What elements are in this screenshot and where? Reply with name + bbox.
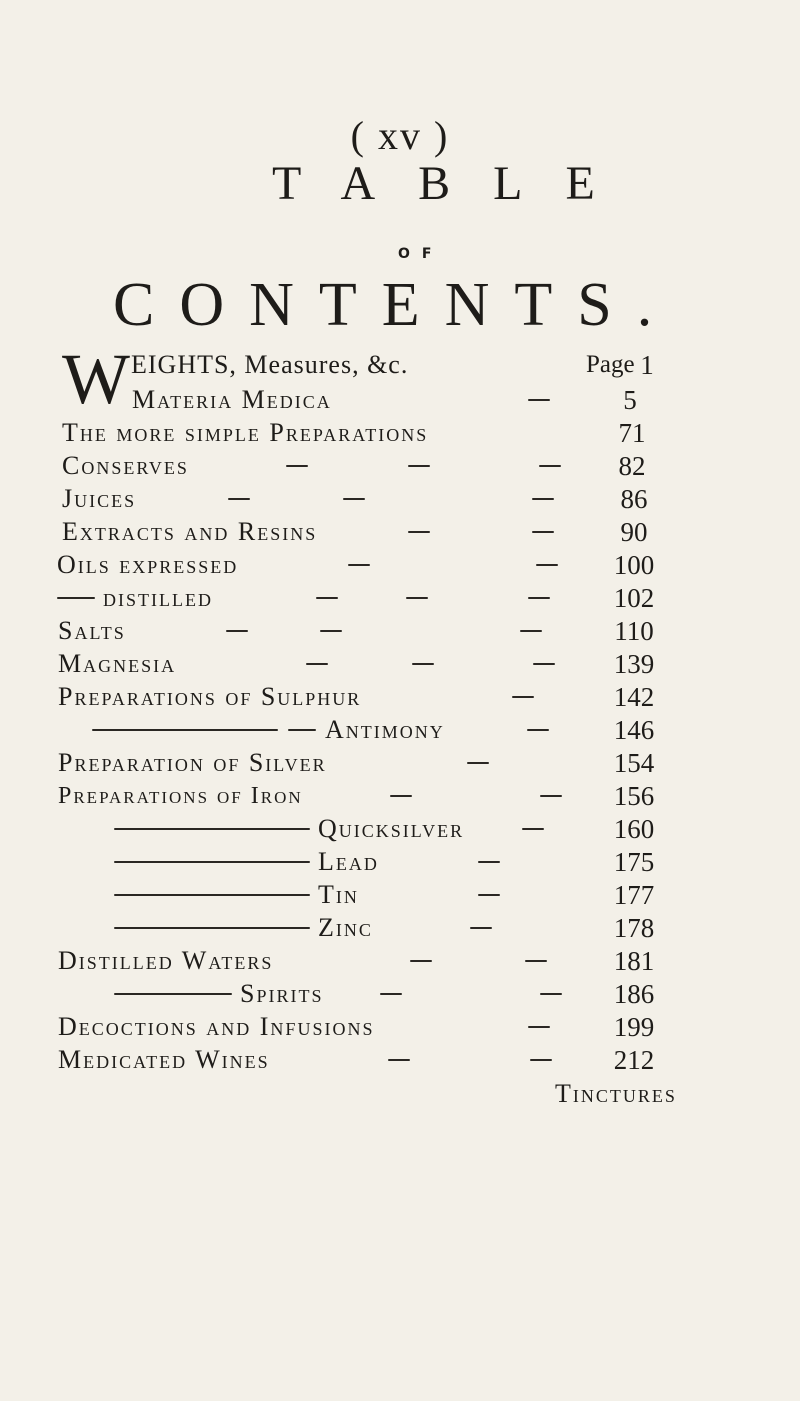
toc-entry (0, 845, 800, 879)
entry-label: Magnesia (58, 649, 177, 678)
toc-entry (0, 1010, 800, 1044)
entry-page: 178 (613, 913, 655, 943)
leader-dash (532, 498, 554, 500)
toc-entry (0, 614, 800, 648)
leader-dash (408, 531, 430, 533)
entry-page: 100 (613, 550, 655, 580)
toc-entry (0, 944, 800, 978)
entry-label: Quicksilver (318, 814, 465, 843)
entry-page: 1 (640, 350, 654, 380)
toc-entry (0, 581, 800, 615)
entry-label: Salts (58, 616, 126, 645)
toc-entry (0, 647, 800, 681)
leader-dash (408, 465, 430, 467)
entry-label: Extracts and Resins (62, 517, 318, 546)
entry-page: 181 (613, 946, 655, 976)
leader-dash (536, 564, 558, 566)
entry-page: 86 (620, 484, 648, 514)
entry-label: EIGHTS, Measures, &c. (131, 350, 409, 379)
entry-label: Juices (62, 484, 137, 513)
title-contents: CONTENTS. (113, 271, 678, 339)
entry-page: 139 (613, 649, 655, 679)
entry-page: 156 (613, 781, 655, 811)
entry-label: Preparation of Silver (58, 748, 327, 777)
toc-entry (0, 482, 800, 516)
leader-dash (406, 597, 428, 599)
toc-entry (0, 713, 800, 747)
entry-label: Lead (318, 847, 379, 876)
leader-dash (228, 498, 250, 500)
toc-entry (0, 548, 800, 582)
page-number: ( xv ) (350, 113, 450, 158)
entry-page: 177 (613, 880, 655, 910)
leader-dash (533, 663, 555, 665)
toc-entry (0, 1043, 800, 1077)
leader-dash (380, 993, 402, 995)
toc-entry (0, 779, 800, 813)
toc-entry (0, 416, 800, 450)
entry-page: 5 (623, 385, 637, 415)
entry-page: 71 (618, 418, 646, 448)
entry-label: Distilled Waters (58, 946, 274, 975)
leader-dash (478, 894, 500, 896)
ditto-rule (114, 993, 232, 995)
entry-label: Tin (318, 880, 359, 909)
leader-dash (512, 696, 534, 698)
leader-dash (520, 630, 542, 632)
toc-entry (0, 812, 800, 846)
entry-page: 186 (613, 979, 655, 1009)
leader-dash (528, 399, 550, 401)
title-of: OF (398, 246, 444, 262)
entry-page: 110 (614, 616, 654, 646)
entry-page: 160 (613, 814, 655, 844)
entry-label: The more simple Preparations (62, 418, 429, 447)
entry-label: Oils expressed (57, 550, 239, 579)
leader-dash (467, 762, 489, 764)
leader-dash (316, 597, 338, 599)
catchword: Tinctures (555, 1079, 677, 1108)
ditto-rule (114, 894, 310, 896)
toc-entry (0, 383, 800, 417)
leader-dash (530, 1059, 552, 1061)
leader-dash (390, 795, 412, 797)
toc-entry (0, 911, 800, 945)
leader-dash (528, 597, 550, 599)
entry-label: Conserves (62, 451, 189, 480)
entry-page: 102 (613, 583, 655, 613)
leader-dash (343, 498, 365, 500)
ditto-rule (114, 927, 310, 929)
ditto-rule (114, 828, 310, 830)
leader-dash (532, 531, 554, 533)
toc-entry (0, 515, 800, 549)
ditto-rule (92, 729, 278, 731)
leader-dash (470, 927, 492, 929)
entry-label: Materia Medica (132, 385, 332, 414)
leader-dash (525, 960, 547, 962)
toc-entry (0, 680, 800, 714)
leader-dash (320, 630, 342, 632)
ditto-rule (114, 861, 310, 863)
toc-entry (0, 878, 800, 912)
entry-page: 82 (618, 451, 646, 481)
entry-label: Zinc (318, 913, 373, 942)
leader-dash (388, 1059, 410, 1061)
entry-page: 146 (613, 715, 655, 745)
leader-dash (306, 663, 328, 665)
leader-dash (226, 630, 248, 632)
entry-label: Spirits (240, 979, 324, 1008)
leader-dash (412, 663, 434, 665)
toc-entry (0, 977, 800, 1011)
toc-entry (0, 449, 800, 483)
leader-dash (528, 1026, 550, 1028)
ditto-rule (57, 597, 95, 599)
ditto-rule (288, 729, 316, 731)
entry-page: 142 (613, 682, 655, 712)
leader-dash (348, 564, 370, 566)
title-table: TABLE (272, 157, 638, 210)
leader-dash (527, 729, 549, 731)
drop-cap: W (62, 339, 128, 419)
toc-entry-weights (0, 348, 800, 382)
leader-dash (522, 828, 544, 830)
leader-dash (540, 795, 562, 797)
toc-entry (0, 746, 800, 780)
entry-label: Medicated Wines (58, 1045, 270, 1074)
page-heading: Page (586, 351, 635, 378)
entry-label: Preparations of Iron (58, 783, 303, 809)
entry-label: Preparations of Sulphur (58, 682, 362, 711)
leader-dash (539, 465, 561, 467)
entry-page: 212 (613, 1045, 655, 1075)
entry-page: 154 (613, 748, 655, 778)
entry-label: distilled (103, 583, 213, 612)
entry-page: 90 (620, 517, 648, 547)
leader-dash (410, 960, 432, 962)
entry-page: 199 (613, 1012, 655, 1042)
entry-label: Decoctions and Infusions (58, 1012, 375, 1041)
leader-dash (286, 465, 308, 467)
leader-dash (540, 993, 562, 995)
leader-dash (478, 861, 500, 863)
entry-page: 175 (613, 847, 655, 877)
entry-label: Antimony (325, 715, 445, 744)
